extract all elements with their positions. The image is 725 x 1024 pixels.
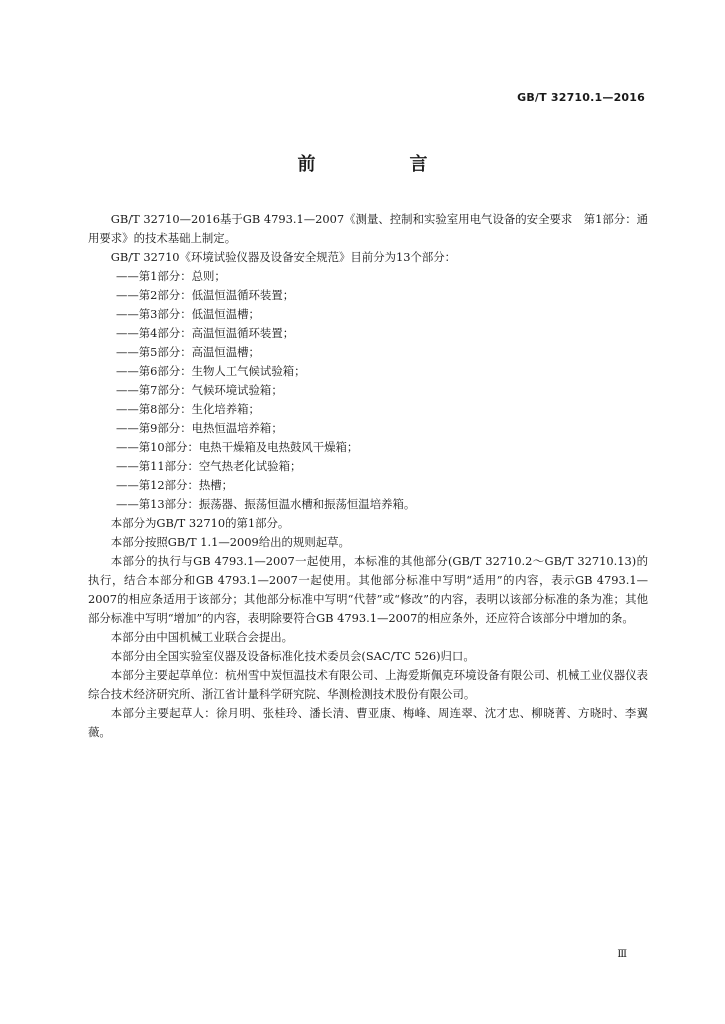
part-list-item: ——第2部分：低温恒温循环装置；: [116, 288, 295, 302]
part-list-item: ——第1部分：总则；: [116, 269, 226, 283]
part-list-item: ——第6部分：生物人工气候试验箱；: [116, 364, 306, 378]
part-list-item: ——第9部分：电热恒温培养箱；: [116, 421, 283, 435]
body-paragraph: 本部分为GB/T 32710的第1部分。: [110, 516, 290, 530]
body-paragraph: 本部分按照GB/T 1.1—2009给出的规则起草。: [110, 535, 350, 549]
part-list-item: ——第12部分：热槽；: [116, 478, 234, 492]
part-list-item: ——第5部分：高温恒温槽；: [116, 345, 260, 359]
intro-paragraph: GB/T 32710《环境试验仪器及设备安全规范》目前分为13个部分：: [110, 250, 457, 264]
part-list-item: ——第7部分：气候环境试验箱；: [116, 383, 283, 397]
page-number: Ⅲ: [617, 949, 627, 960]
body-paragraph: 本部分的执行与GB 4793.1—2007一起使用，本标准的其他部分(GB/T 32710.2～GB/T 32710.13)的执行，结合本部分和GB 4793.1—2007一起使用。其他部分标准中写明“适用”的内容，表示GB 4793.1—2007的相应条适用于该部分；其他部分标准中写明“代替”或“修改”的内容，表明以该部分标准的条为准；其他部分标准中写明“增加”的内容，表明除要符合GB 4793.1—2007的相应条外，还应符合该部分中增加的条。: [88, 554, 648, 625]
document-body: [88, 210, 648, 742]
part-list-item: ——第4部分：高温恒温循环装置；: [116, 326, 295, 340]
part-list-item: ——第10部分：电热干燥箱及电热鼓风干燥箱；: [116, 440, 359, 454]
intro-paragraph: GB/T 32710—2016基于GB 4793.1—2007《测量、控制和实验室用电气设备的安全要求 第1部分：通用要求》的技术基础上制定。: [88, 212, 648, 245]
body-paragraph: 本部分主要起草人：徐月明、张桂玲、潘长清、曹亚康、梅峰、周连翠、沈才忠、柳晓菁、方晓时、李翼薇。: [88, 706, 648, 739]
body-paragraph: 本部分主要起草单位：杭州雪中炭恒温技术有限公司、上海爱斯佩克环境设备有限公司、机械工业仪器仪表综合技术经济研究所、浙江省计量科学研究院、华测检测技术股份有限公司。: [88, 668, 648, 701]
standard-code: GB/T 32710.1—2016: [517, 91, 645, 104]
part-list-item: ——第3部分：低温恒温槽；: [116, 307, 260, 321]
body-paragraph: 本部分由中国机械工业联合会提出。: [110, 630, 294, 644]
part-list-item: ——第11部分：空气热老化试验箱；: [116, 459, 302, 473]
page-title: 前 言: [297, 154, 466, 175]
part-list-item: ——第8部分：生化培养箱；: [116, 402, 260, 416]
part-list-item: ——第13部分：振荡器、振荡恒温水槽和振荡恒温培养箱。: [116, 497, 416, 511]
body-paragraph: 本部分由全国实验室仪器及设备标准化技术委员会(SAC/TC 526)归口。: [110, 649, 475, 663]
